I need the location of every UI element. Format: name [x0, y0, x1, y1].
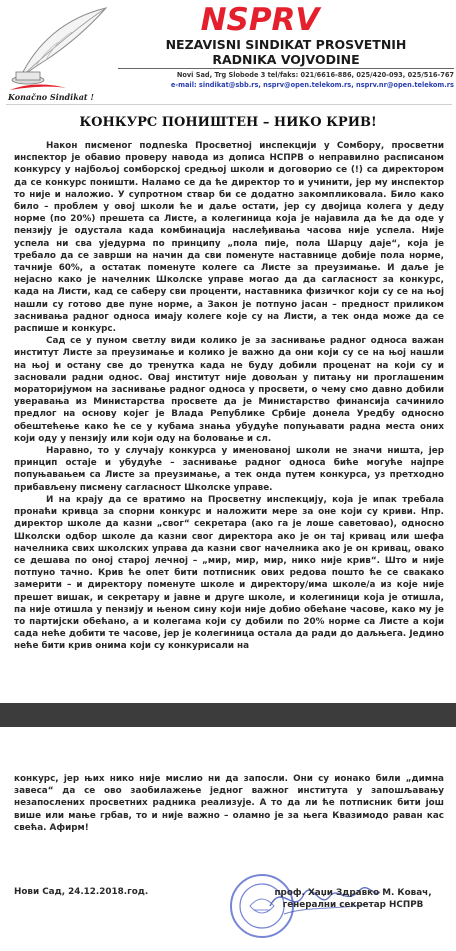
place-and-date: Нови Сад, 24.12.2018.год.: [14, 887, 149, 897]
slogan-text: Konačno Sindikat !: [8, 92, 94, 102]
document-title: КОНКУРС ПОНИШТЕН – НИКО КРИВ!: [79, 115, 377, 130]
body-text-page-2: [14, 773, 444, 834]
signer-block: [258, 887, 448, 911]
signer-title: генерални секретар НСПРВ: [282, 900, 424, 911]
organization-name-line-1: NEZAVISNI SINDIKAT PROSVETNIH: [165, 37, 407, 52]
organization-name-line-2: RADNIKA VOJVODINE: [212, 52, 360, 67]
body-paragraph-continued: конкурс, јер њих нико није мислио ни да запосли. Они су ионако били „димна завеса“ да се ово заобилажење једног важног института у запошљавању незапослених просветних радника реализује. А то да ли ће потписник бити још више или мање грбав, то и није важно – оламно је за њега Квазимодо раван кас свећа. Афирм!: [14, 774, 444, 833]
body-paragraph: Сад се у пуном светлу види колико је за заснивање радног односа важан институт Листе за преузимање и колико је важно да они који су се на њој нашли на њој и остану све до тренутка када не буду добили проценат на који су и засновали радни однос. Овај институт није довољан у питању ни проглашеним мораторијумом на заснивање радног односа у просвети, о чему смо давно добили уверавања из Министарства просвете да је Министарство финансија сачинило предлог на основу којег је Влада Републике Србије донела Уредбу односно обештећење како ће се у кубама знања убудуће попуњавати радна места оних који оду у пензију или који оду на боловање и сл.: [14, 336, 444, 444]
letterhead-divider: [118, 68, 454, 69]
quill-icon: [6, 4, 114, 92]
email-contact-line[interactable]: e-mail: sindikat@sbb.rs, nsprv@open.telekom.rs, nsprv.nr@open.telekom.rs: [170, 81, 454, 89]
page-break-band: [0, 703, 456, 727]
body-paragraph: Након писменог подneska Просветној инспекцији у Сомбору, просветни инспектор је обавио проверу навода из дописа НСПРВ о неправилно расписаном конкурсу у најбољој сомборској средњој школи и договорио се (!) са директором да се конкурс поништи. Наламо се да ће директор то и учинити, јер му инспектор то није и наложио. У супротном ствар би се додатно закомпликовала. Било како било – проблем у овој школи ће и даље остати, јер су двојица колега у деду норме (по 20%) прешета са Листе, а колегиница која је најавила да ће да оде у пензију је одустала када комбинација наслеђивања часова није успела. Није успела ни сва уједурма по принципу „пола пије, пола Шарцу даје“, која је требало да се заврши на начин да сви поменуте наставнице добије пола норме, тачније 60%, а остатак поменуте колеге са Листе за преузимање. И даље је нејасно како је начелник Школске управе могао да да сагласност за конкурс, када на Листи, кад се саберу сви проценти, наставника физичког који су се на њој нашли су готово две пуне норме, а Закон је потпуно јасан – предност приликом заснивања радног односа имају колеге које су на Листи, а тек онда може да се распише и конкурс.: [14, 141, 444, 335]
address-phone-line: Novi Sad, Trg Slobode 3 tel/faks: 021/6616-886, 025/420-093, 025/516-767: [176, 71, 454, 79]
body-paragraph: И на крају да се вратимо на Просветну инспекцију, која је ипак требала пронаћи кривца за спорни конкурс и наложити мере за оне који су криви. Нпр. директор школе да казни „свог“ секретара (ако га је лоше саветовао), односно Школски одбор школе да казни свог директора ако је он тај кривац или шефа начелника свих школских управа да казни свог начелника ако је он кривац, овако се дешава по оној старој лечној – „мир, мир, мир, нико није крив“. Што и није потпуно тачно. Крив ће опет бити потписник ових редова пошто ће се свакако замерити – и директору поменуте школе и директору/има школе/а из које није прешет вишак, и секретару и јавне и друге школе, и колегиници која је отишла, па није отишла у пензију и њеном сину који није добио обећане часове, како му је то партијски обећано, а и колегама који су добили по 20% норме са Листе а који сада неће добити те часове, јер је колегиница остала да ради до даљњега. Јединo неће бити крив онима који су конкурисали на: [14, 494, 444, 652]
signer-name: проф. Хаџи Здравко М. Ковач,: [274, 888, 432, 898]
brand-logo-text: NSPRV: [200, 2, 320, 38]
quill-inkwell-logo: [6, 4, 114, 104]
body-paragraph: Наравно, то у случају конкурса у именованој школи не значи ништа, јер принцип остаје и убудуће – заснивање радног односа биће могуће најпре попуњавањем са Листе за преузимање, а тек онда путем конкурса, уз претходно прибављену писмену сагласност Школске управе.: [14, 446, 444, 493]
header-bottom-rule: [6, 104, 452, 105]
body-text-page-1: [14, 140, 444, 653]
